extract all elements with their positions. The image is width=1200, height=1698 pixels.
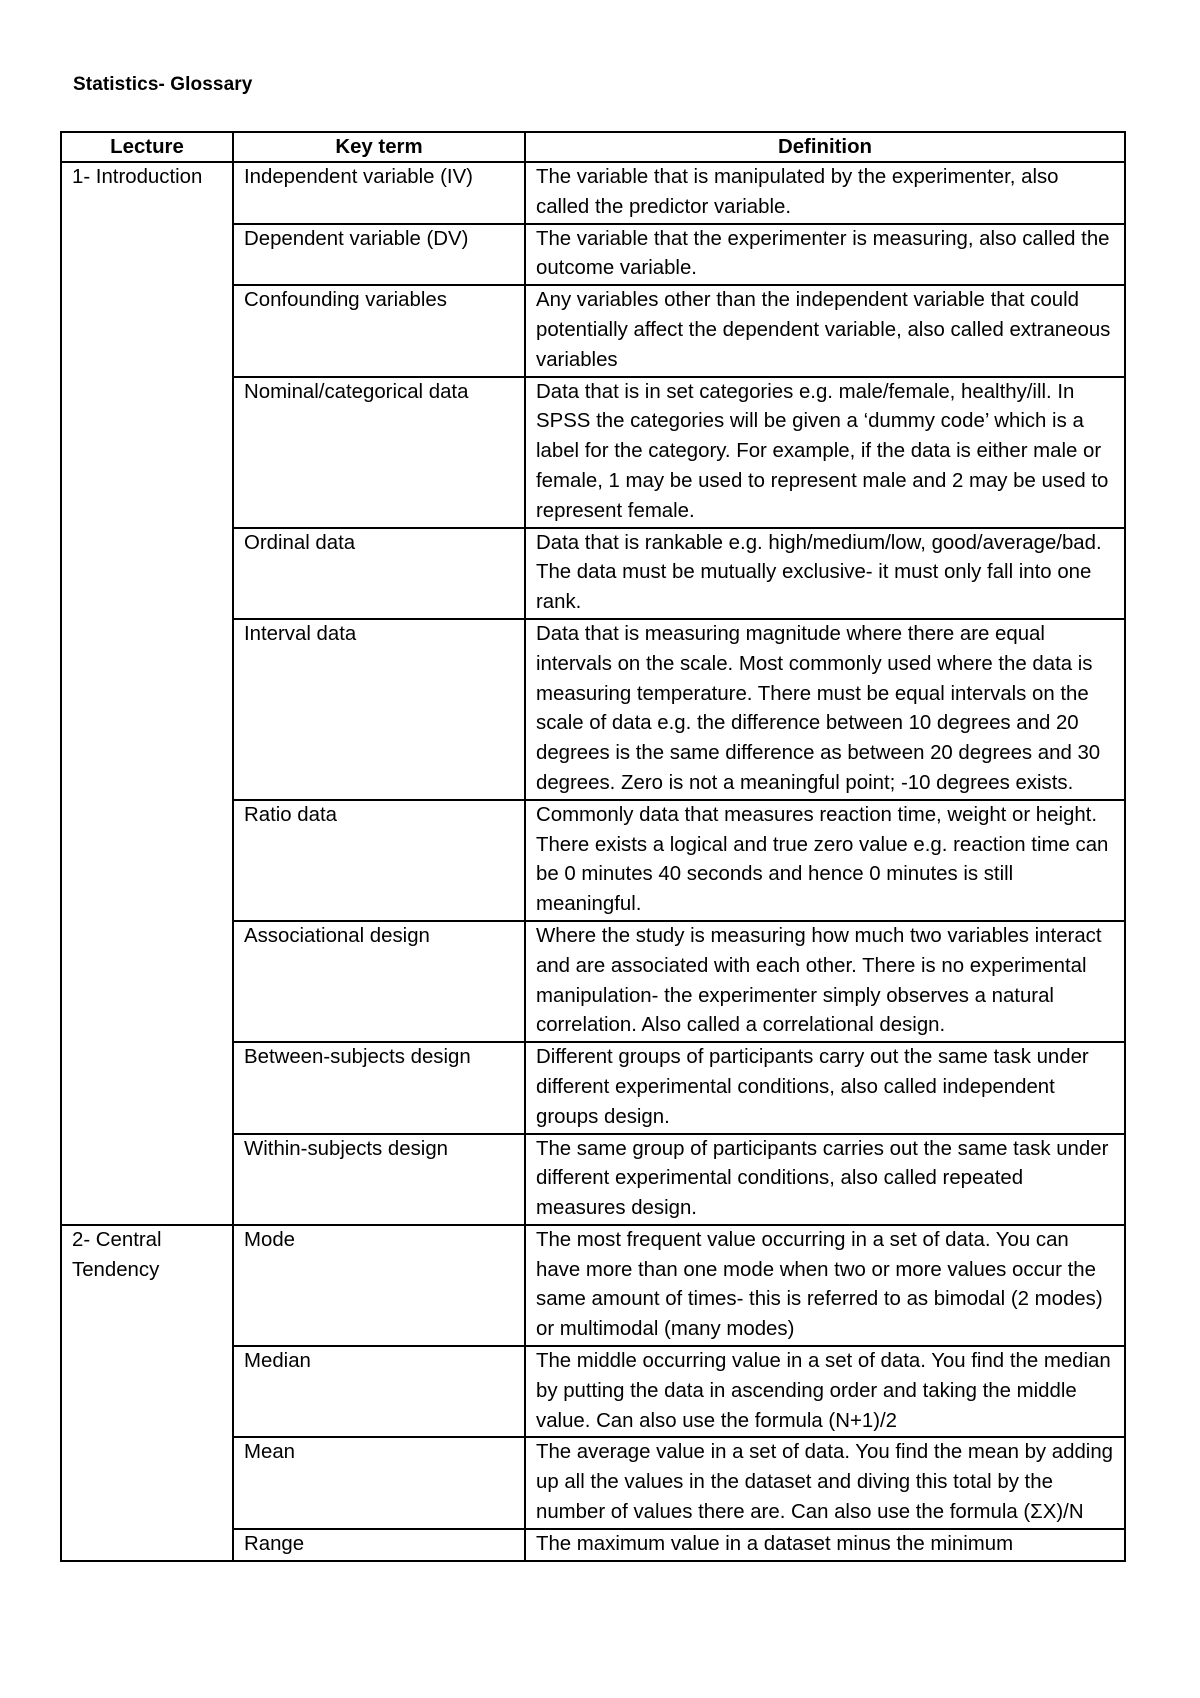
definition-cell: The variable that is manipulated by the experimenter, also called the predictor variable. [525, 162, 1125, 224]
key-term-cell: Within-subjects design [233, 1134, 525, 1225]
header-key-term: Key term [233, 132, 525, 162]
table-header-row [61, 132, 1125, 162]
lecture-cell: 1- Introduction [61, 162, 233, 1225]
key-term-cell: Ratio data [233, 800, 525, 921]
lecture-cell: 2- Central Tendency [61, 1225, 233, 1561]
key-term-cell: Mode [233, 1225, 525, 1346]
definition-cell: The most frequent value occurring in a set of data. You can have more than one mode when two or more values occur the same amount of times- this is referred to as bimodal (2 modes) or multimodal (many modes) [525, 1225, 1125, 1346]
key-term-cell: Between-subjects design [233, 1042, 525, 1133]
definition-cell: Any variables other than the independent variable that could potentially affect the dependent variable, also called extraneous variables [525, 285, 1125, 376]
definition-cell: Different groups of participants carry out the same task under different experimental conditions, also called independent groups design. [525, 1042, 1125, 1133]
table-row [61, 162, 1125, 224]
glossary-table [60, 131, 1126, 1562]
definition-cell: Data that is measuring magnitude where there are equal intervals on the scale. Most commonly used where the data is measuring temperature. There must be equal intervals on the scale of data e.g. the difference between 10 degrees and 20 degrees is the same difference as between 20 degrees and 30 degrees. Zero is not a meaningful point; -10 degrees exists. [525, 619, 1125, 800]
key-term-cell: Ordinal data [233, 528, 525, 619]
header-definition: Definition [525, 132, 1125, 162]
key-term-cell: Confounding variables [233, 285, 525, 376]
key-term-cell: Independent variable (IV) [233, 162, 525, 224]
key-term-cell: Interval data [233, 619, 525, 800]
key-term-cell: Dependent variable (DV) [233, 224, 525, 286]
definition-cell: The variable that the experimenter is measuring, also called the outcome variable. [525, 224, 1125, 286]
key-term-cell: Associational design [233, 921, 525, 1042]
definition-cell: The maximum value in a dataset minus the minimum [525, 1529, 1125, 1561]
key-term-cell: Nominal/categorical data [233, 377, 525, 528]
table-row [61, 1225, 1125, 1346]
definition-cell: Where the study is measuring how much two variables interact and are associated with each other. There is no experimental manipulation- the experimenter simply observes a natural correlation. Also called a correlational design. [525, 921, 1125, 1042]
header-lecture: Lecture [61, 132, 233, 162]
definition-cell: The middle occurring value in a set of data. You find the median by putting the data in ascending order and taking the middle value. Can also use the formula (N+1)/2 [525, 1346, 1125, 1437]
definition-cell: Data that is rankable e.g. high/medium/low, good/average/bad. The data must be mutually exclusive- it must only fall into one rank. [525, 528, 1125, 619]
definition-cell: Commonly data that measures reaction time, weight or height. There exists a logical and true zero value e.g. reaction time can be 0 minutes 40 seconds and hence 0 minutes is still meaningful. [525, 800, 1125, 921]
key-term-cell: Range [233, 1529, 525, 1561]
definition-cell: The average value in a set of data. You find the mean by adding up all the values in the dataset and diving this total by the number of values there are. Can also use the formula (ΣX)/N [525, 1437, 1125, 1528]
page-title: Statistics- Glossary [73, 74, 253, 95]
definition-cell: The same group of participants carries out the same task under different experimental conditions, also called repeated measures design. [525, 1134, 1125, 1225]
key-term-cell: Median [233, 1346, 525, 1437]
key-term-cell: Mean [233, 1437, 525, 1528]
definition-cell: Data that is in set categories e.g. male/female, healthy/ill. In SPSS the categories will be given a ‘dummy code’ which is a label for the category. For example, if the data is either male or female, 1 may be used to represent male and 2 may be used to represent female. [525, 377, 1125, 528]
